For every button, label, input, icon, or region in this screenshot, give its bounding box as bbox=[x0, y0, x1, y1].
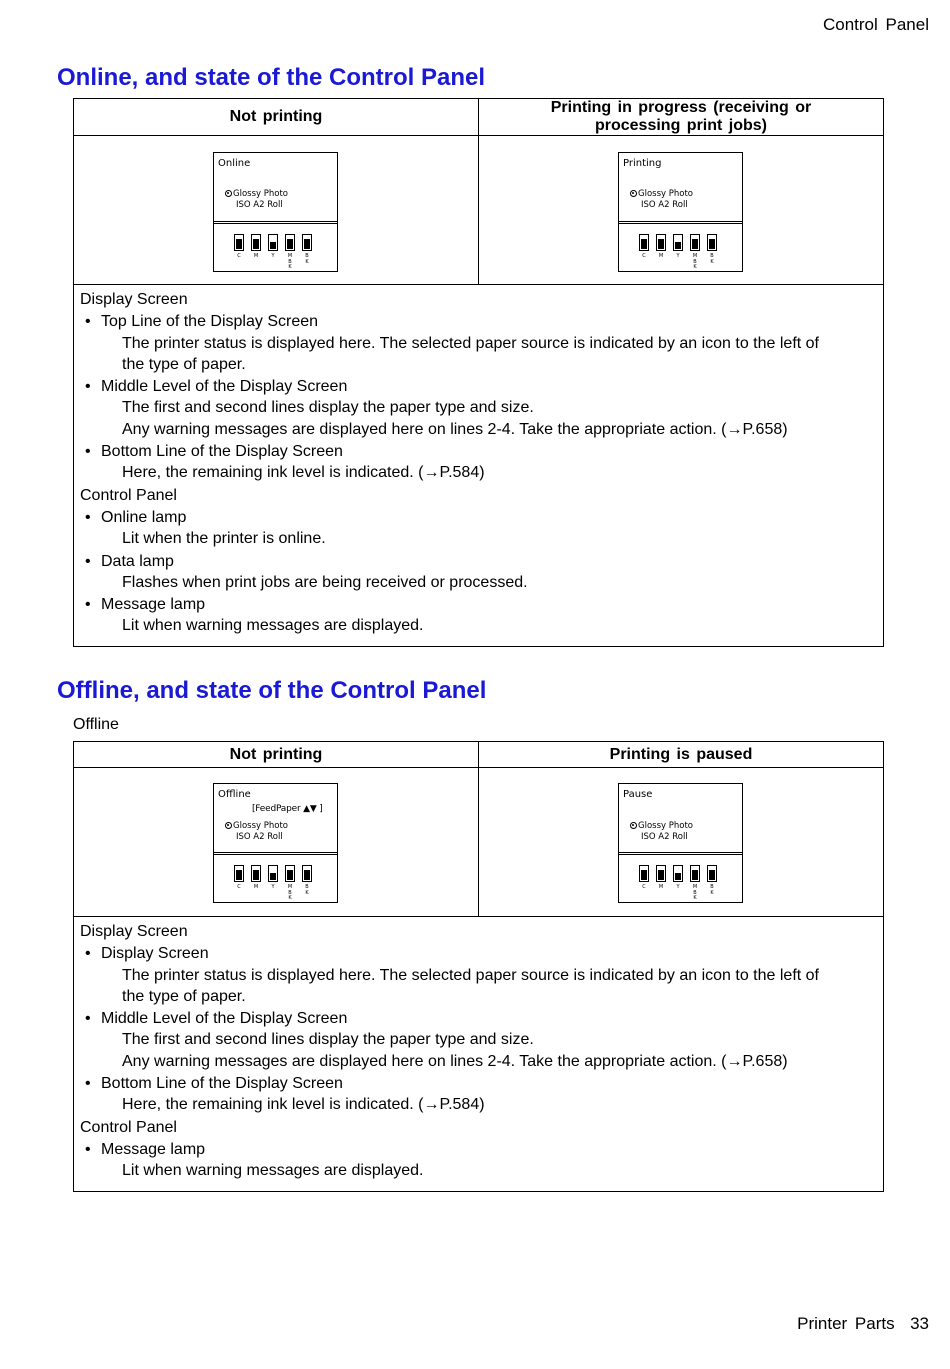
ink-tank-icon bbox=[302, 865, 312, 882]
ink-label: M bbox=[253, 884, 259, 890]
ink-label: M B K bbox=[692, 253, 698, 270]
list-item bbox=[80, 594, 877, 638]
roll-paper-icon bbox=[225, 190, 232, 197]
lcd-paper-info bbox=[630, 189, 693, 210]
online-section-title: Online, and state of the Control Panel bbox=[57, 64, 486, 91]
display-screen-heading: Display Screen bbox=[80, 923, 188, 940]
list-item-body-line: Any warning messages are displayed here on lines 2-4. Take the appropriate action. (→P.658) bbox=[122, 420, 788, 438]
list-item-title: Top Line of the Display Screen bbox=[101, 313, 319, 331]
online-state-table bbox=[73, 98, 884, 647]
ink-tank-icon bbox=[656, 234, 666, 251]
ink-tank-icon bbox=[234, 234, 244, 251]
ink-level-fill bbox=[641, 239, 647, 249]
list-item bbox=[80, 1139, 877, 1183]
list-item-body-line: Lit when the printer is online. bbox=[122, 530, 326, 548]
list-item bbox=[80, 507, 877, 551]
lcd-divider bbox=[619, 852, 742, 855]
lcd-status-text: Offline bbox=[218, 789, 251, 800]
ink-label: M B K bbox=[692, 884, 698, 901]
offline-paused-screen-cell bbox=[479, 768, 884, 917]
control-item-list bbox=[80, 1139, 877, 1183]
ink-tank-icon bbox=[234, 865, 244, 882]
bullet-marker: • bbox=[85, 1140, 91, 1158]
bullet-marker: • bbox=[85, 552, 91, 570]
ink-level-gauge bbox=[234, 234, 318, 268]
ink-tank-icon bbox=[268, 234, 278, 251]
ink-level-gauge bbox=[639, 865, 723, 899]
list-item-body-line: Any warning messages are displayed here on lines 2-4. Take the appropriate action. (→P.658) bbox=[122, 1052, 788, 1070]
ink-level-fill bbox=[675, 873, 681, 880]
lcd-display bbox=[618, 783, 743, 903]
bullet-marker: • bbox=[85, 313, 91, 331]
bullet-marker: • bbox=[85, 508, 91, 526]
list-item-body-line: Here, the remaining ink level is indicated. (→P.584) bbox=[122, 464, 485, 482]
list-item bbox=[80, 551, 877, 595]
list-item bbox=[80, 1073, 877, 1117]
ink-label: C bbox=[642, 253, 646, 259]
online-printing-screen-cell bbox=[479, 136, 884, 285]
roll-paper-icon bbox=[630, 190, 637, 197]
lcd-paper-info bbox=[225, 189, 288, 210]
ink-label: C bbox=[642, 884, 646, 890]
ink-label: M bbox=[658, 884, 664, 890]
list-item bbox=[80, 943, 877, 1008]
list-item-title: Message lamp bbox=[101, 1140, 206, 1158]
list-item-body-line: The printer status is displayed here. The selected paper source is indicated by an icon to the left of bbox=[122, 334, 819, 352]
list-item bbox=[80, 1008, 877, 1073]
bullet-marker: • bbox=[85, 443, 91, 461]
control-panel-heading: Control Panel bbox=[80, 1118, 177, 1136]
list-item-title: Data lamp bbox=[101, 552, 174, 570]
list-item bbox=[80, 441, 877, 485]
page-footer bbox=[797, 1314, 929, 1334]
lcd-status-text: Online bbox=[218, 158, 251, 169]
ink-label: B K bbox=[710, 253, 714, 265]
ink-tank-icon bbox=[268, 865, 278, 882]
ink-level-fill bbox=[236, 870, 242, 880]
ink-label: M B K bbox=[287, 253, 293, 270]
roll-paper-icon bbox=[225, 822, 232, 829]
ink-tank-icon bbox=[639, 865, 649, 882]
display-screen-heading: Display Screen bbox=[80, 291, 188, 308]
list-item-body-line: the type of paper. bbox=[122, 987, 246, 1005]
bullet-marker: • bbox=[85, 596, 91, 614]
list-item-body-line: The first and second lines display the paper type and size. bbox=[122, 399, 534, 417]
ink-tank-icon bbox=[673, 865, 683, 882]
lcd-paper-type: Glossy Photo bbox=[638, 821, 693, 831]
ink-label: Y bbox=[676, 253, 680, 259]
list-item-body-line: The first and second lines display the paper type and size. bbox=[122, 1031, 534, 1049]
list-item-title: Bottom Line of the Display Screen bbox=[101, 1075, 343, 1093]
col-header-paused: Printing is paused bbox=[479, 742, 884, 768]
ink-level-fill bbox=[658, 870, 664, 880]
ink-tank-icon bbox=[690, 234, 700, 251]
list-item-body-line: Here, the remaining ink level is indicated. (→P.584) bbox=[122, 1096, 485, 1114]
col-header-not-printing: Not printing bbox=[74, 99, 479, 136]
ink-level-fill bbox=[287, 239, 293, 249]
control-panel-heading: Control Panel bbox=[80, 486, 177, 504]
ink-level-fill bbox=[709, 870, 715, 880]
ink-level-fill bbox=[692, 870, 698, 880]
offline-not-printing-screen-cell bbox=[74, 768, 479, 917]
ink-label: Y bbox=[271, 884, 275, 890]
page-number: 33 bbox=[910, 1314, 929, 1333]
bullet-marker: • bbox=[85, 378, 91, 396]
ink-level-gauge bbox=[234, 865, 318, 899]
lcd-display bbox=[213, 152, 338, 272]
ink-level-fill bbox=[270, 242, 276, 249]
ink-label: C bbox=[237, 884, 241, 890]
online-description bbox=[74, 285, 884, 647]
offline-description bbox=[74, 917, 884, 1192]
list-item-body-line: the type of paper. bbox=[122, 355, 246, 373]
ink-level-fill bbox=[287, 870, 293, 880]
lcd-paper-info bbox=[225, 821, 288, 842]
list-item-body-line: Lit when warning messages are displayed. bbox=[122, 617, 424, 635]
ink-level-fill bbox=[658, 239, 664, 249]
lcd-display bbox=[213, 783, 338, 903]
display-item-list bbox=[80, 311, 877, 484]
list-item bbox=[80, 311, 877, 376]
ink-label: M bbox=[253, 253, 259, 259]
ink-label: B K bbox=[305, 253, 309, 265]
lcd-status-text: Printing bbox=[623, 158, 662, 169]
ink-label: B K bbox=[710, 884, 714, 896]
list-item-title: Online lamp bbox=[101, 508, 187, 526]
list-item-body-line: Flashes when print jobs are being received or processed. bbox=[122, 573, 528, 591]
lcd-paper-type: Glossy Photo bbox=[233, 189, 288, 199]
ink-level-fill bbox=[692, 239, 698, 249]
ink-tank-icon bbox=[285, 865, 295, 882]
ink-level-gauge bbox=[639, 234, 723, 268]
lcd-feed-paper-prompt: [FeedPaper ▲▼ ] bbox=[252, 804, 323, 814]
ink-label: Y bbox=[676, 884, 680, 890]
ink-tank-icon bbox=[285, 234, 295, 251]
ink-label: M B K bbox=[287, 884, 293, 901]
ink-level-fill bbox=[641, 870, 647, 880]
ink-level-fill bbox=[253, 870, 259, 880]
ink-label: Y bbox=[271, 253, 275, 259]
lcd-paper-size: ISO A2 Roll bbox=[641, 199, 688, 210]
bullet-marker: • bbox=[85, 945, 91, 963]
ink-label: B K bbox=[305, 884, 309, 896]
list-item-title: Display Screen bbox=[101, 945, 209, 963]
col-header-not-printing: Not printing bbox=[74, 742, 479, 768]
list-item-title: Bottom Line of the Display Screen bbox=[101, 443, 343, 461]
ink-tank-icon bbox=[251, 234, 261, 251]
ink-tank-icon bbox=[707, 865, 717, 882]
ink-tank-icon bbox=[302, 234, 312, 251]
offline-state-table bbox=[73, 741, 884, 1192]
ink-level-fill bbox=[304, 239, 310, 249]
bullet-marker: • bbox=[85, 1010, 91, 1028]
list-item-body-line: The printer status is displayed here. The selected paper source is indicated by an icon to the left of bbox=[122, 966, 819, 984]
list-item bbox=[80, 376, 877, 441]
list-item-title: Message lamp bbox=[101, 596, 206, 614]
lcd-divider bbox=[214, 852, 337, 855]
ink-level-fill bbox=[270, 873, 276, 880]
list-item-title: Middle Level of the Display Screen bbox=[101, 1010, 348, 1028]
display-item-list bbox=[80, 943, 877, 1116]
lcd-paper-size: ISO A2 Roll bbox=[236, 199, 283, 210]
ink-level-fill bbox=[253, 239, 259, 249]
col-header-printing: Printing in progress (receiving or processing print jobs) bbox=[479, 99, 884, 136]
ink-level-fill bbox=[236, 239, 242, 249]
ink-tank-icon bbox=[690, 865, 700, 882]
lcd-divider bbox=[619, 221, 742, 224]
ink-tank-icon bbox=[639, 234, 649, 251]
lcd-divider bbox=[214, 221, 337, 224]
bullet-marker: • bbox=[85, 1075, 91, 1093]
ink-level-fill bbox=[675, 242, 681, 249]
ink-level-fill bbox=[304, 870, 310, 880]
lcd-paper-size: ISO A2 Roll bbox=[236, 831, 283, 842]
lcd-display bbox=[618, 152, 743, 272]
list-item-body-line: Lit when warning messages are displayed. bbox=[122, 1162, 424, 1180]
ink-label: M bbox=[658, 253, 664, 259]
ink-tank-icon bbox=[251, 865, 261, 882]
roll-paper-icon bbox=[630, 822, 637, 829]
offline-sub-label: Offline bbox=[73, 716, 119, 733]
lcd-paper-info bbox=[630, 821, 693, 842]
lcd-status-text: Pause bbox=[623, 789, 653, 800]
lcd-paper-type: Glossy Photo bbox=[638, 189, 693, 199]
ink-tank-icon bbox=[707, 234, 717, 251]
online-not-printing-screen-cell bbox=[74, 136, 479, 285]
offline-section-title: Offline, and state of the Control Panel bbox=[57, 677, 487, 704]
lcd-paper-size: ISO A2 Roll bbox=[641, 831, 688, 842]
ink-label: C bbox=[237, 253, 241, 259]
ink-tank-icon bbox=[673, 234, 683, 251]
list-item-title: Middle Level of the Display Screen bbox=[101, 378, 348, 396]
running-header: Control Panel bbox=[822, 15, 929, 34]
lcd-paper-type: Glossy Photo bbox=[233, 821, 288, 831]
footer-chapter: Printer Parts bbox=[797, 1314, 895, 1333]
ink-level-fill bbox=[709, 239, 715, 249]
control-item-list bbox=[80, 507, 877, 638]
ink-tank-icon bbox=[656, 865, 666, 882]
